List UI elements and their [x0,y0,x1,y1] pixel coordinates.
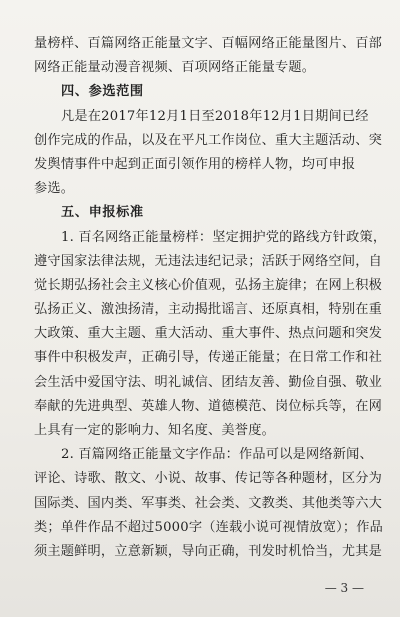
text-line: 类；单件作品不超过5000字（连载小说可视情放宽）；作品 [34,519,384,535]
text-line: 觉长期弘扬社会主义核心价值观，弘扬主旋律；在网上积极 [34,277,383,293]
section-heading-criteria: 五、申报标准 [61,205,144,221]
text-line: 发舆情事件中起到正面引领作用的榜样人物，均可申报 [34,156,356,172]
page-number: — 3 — [324,581,364,595]
text-line: 评论、诗歌、散文、小说、故事、传记等各种题材，区分为 [34,471,383,487]
text-line: 须主题鲜明，立意新颖，导向正确，刊发时机恰当，尤其是 [34,543,383,559]
text-line: 会生活中爱国守法、明礼诚信、团结友善、勤俭自强、敬业 [34,374,383,390]
text-line: 国际类、国内类、军事类、社会类、文教类、其他类等六大 [34,495,383,511]
document-body [34,32,387,564]
text-line: 遵守国家法律法规，无违法违纪记录；活跃于网络空间，自 [34,253,383,269]
text-line: 创作完成的作品，以及在平凡工作岗位、重大主题活动、突 [34,132,383,148]
text-line: 量榜样、百篇网络正能量文字、百幅网络正能量图片、百部 [34,36,383,51]
text-line: 奉献的先进典型、英雄人物、道德模范、岗位标兵等，在网 [34,398,383,414]
text-line: 网络正能量动漫音视频、百项网络正能量专题。 [34,60,316,76]
text-line: 1. 百名网络正能量榜样：坚定拥护党的路线方针政策， [61,229,387,245]
text-line: 上具有一定的影响力、知名度、美誉度。 [34,423,275,438]
text-line: 参选。 [34,181,75,197]
text-line: 事件中积极发声，正确引导，传递正能量；在日常工作和社 [34,350,383,366]
text-line: 弘扬正义、激浊扬清，主动揭批谣言、还原真相，特别在重 [34,302,383,318]
text-line: 2. 百篇网络正能量文字作品：作品可以是网络新闻、 [61,447,373,463]
text-line: 凡是在2017年12月1日至2018年12月1日期间已经 [61,108,369,124]
section-heading-scope: 四、参选范围 [61,84,144,100]
text-line: 大政策、重大主题、重大活动、重大事件、热点问题和突发 [34,326,383,342]
